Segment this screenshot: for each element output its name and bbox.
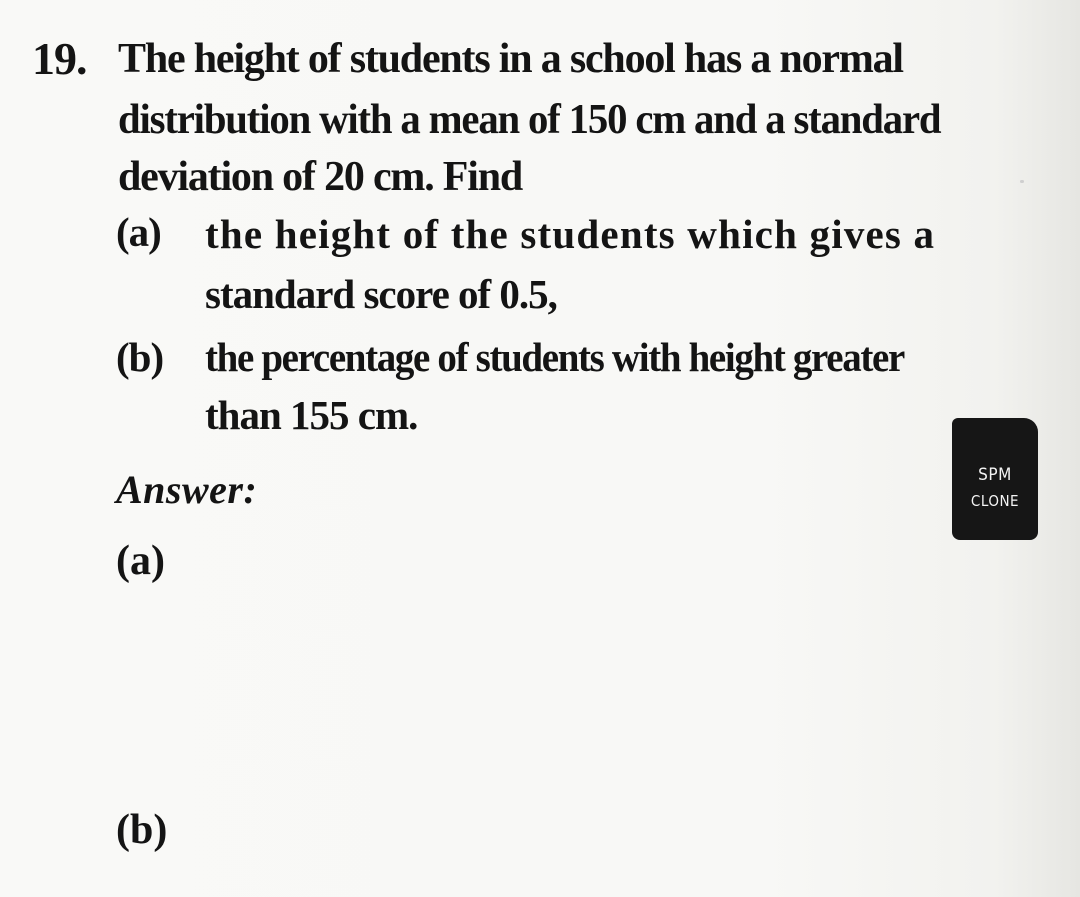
part-b-line-1: the percentage of students with height greater (205, 334, 904, 380)
answer-heading: Answer: (116, 467, 258, 512)
part-a-line-1: the height of the students which gives a (205, 211, 936, 257)
part-a-label: (a) (116, 209, 161, 255)
answer-part-a-label: (a) (116, 538, 165, 584)
question-stem-line-1: The height of students in a school has a normal (118, 36, 903, 82)
paper-speck (1020, 180, 1024, 183)
badge-line-2: CLONE (970, 492, 1020, 510)
question-number: 19. (32, 33, 87, 84)
part-a-line-2: standard score of 0.5, (205, 271, 557, 317)
question-stem-line-2: distribution with a mean of 150 cm and a standard (118, 97, 941, 143)
badge-line-1: SPM (978, 465, 1012, 485)
part-b-label: (b) (116, 334, 164, 380)
question-stem-line-3: deviation of 20 cm. Find (118, 154, 523, 200)
answer-part-b-label: (b) (116, 807, 168, 853)
part-b-line-2: than 155 cm. (205, 392, 418, 438)
spm-clone-badge (952, 418, 1038, 540)
